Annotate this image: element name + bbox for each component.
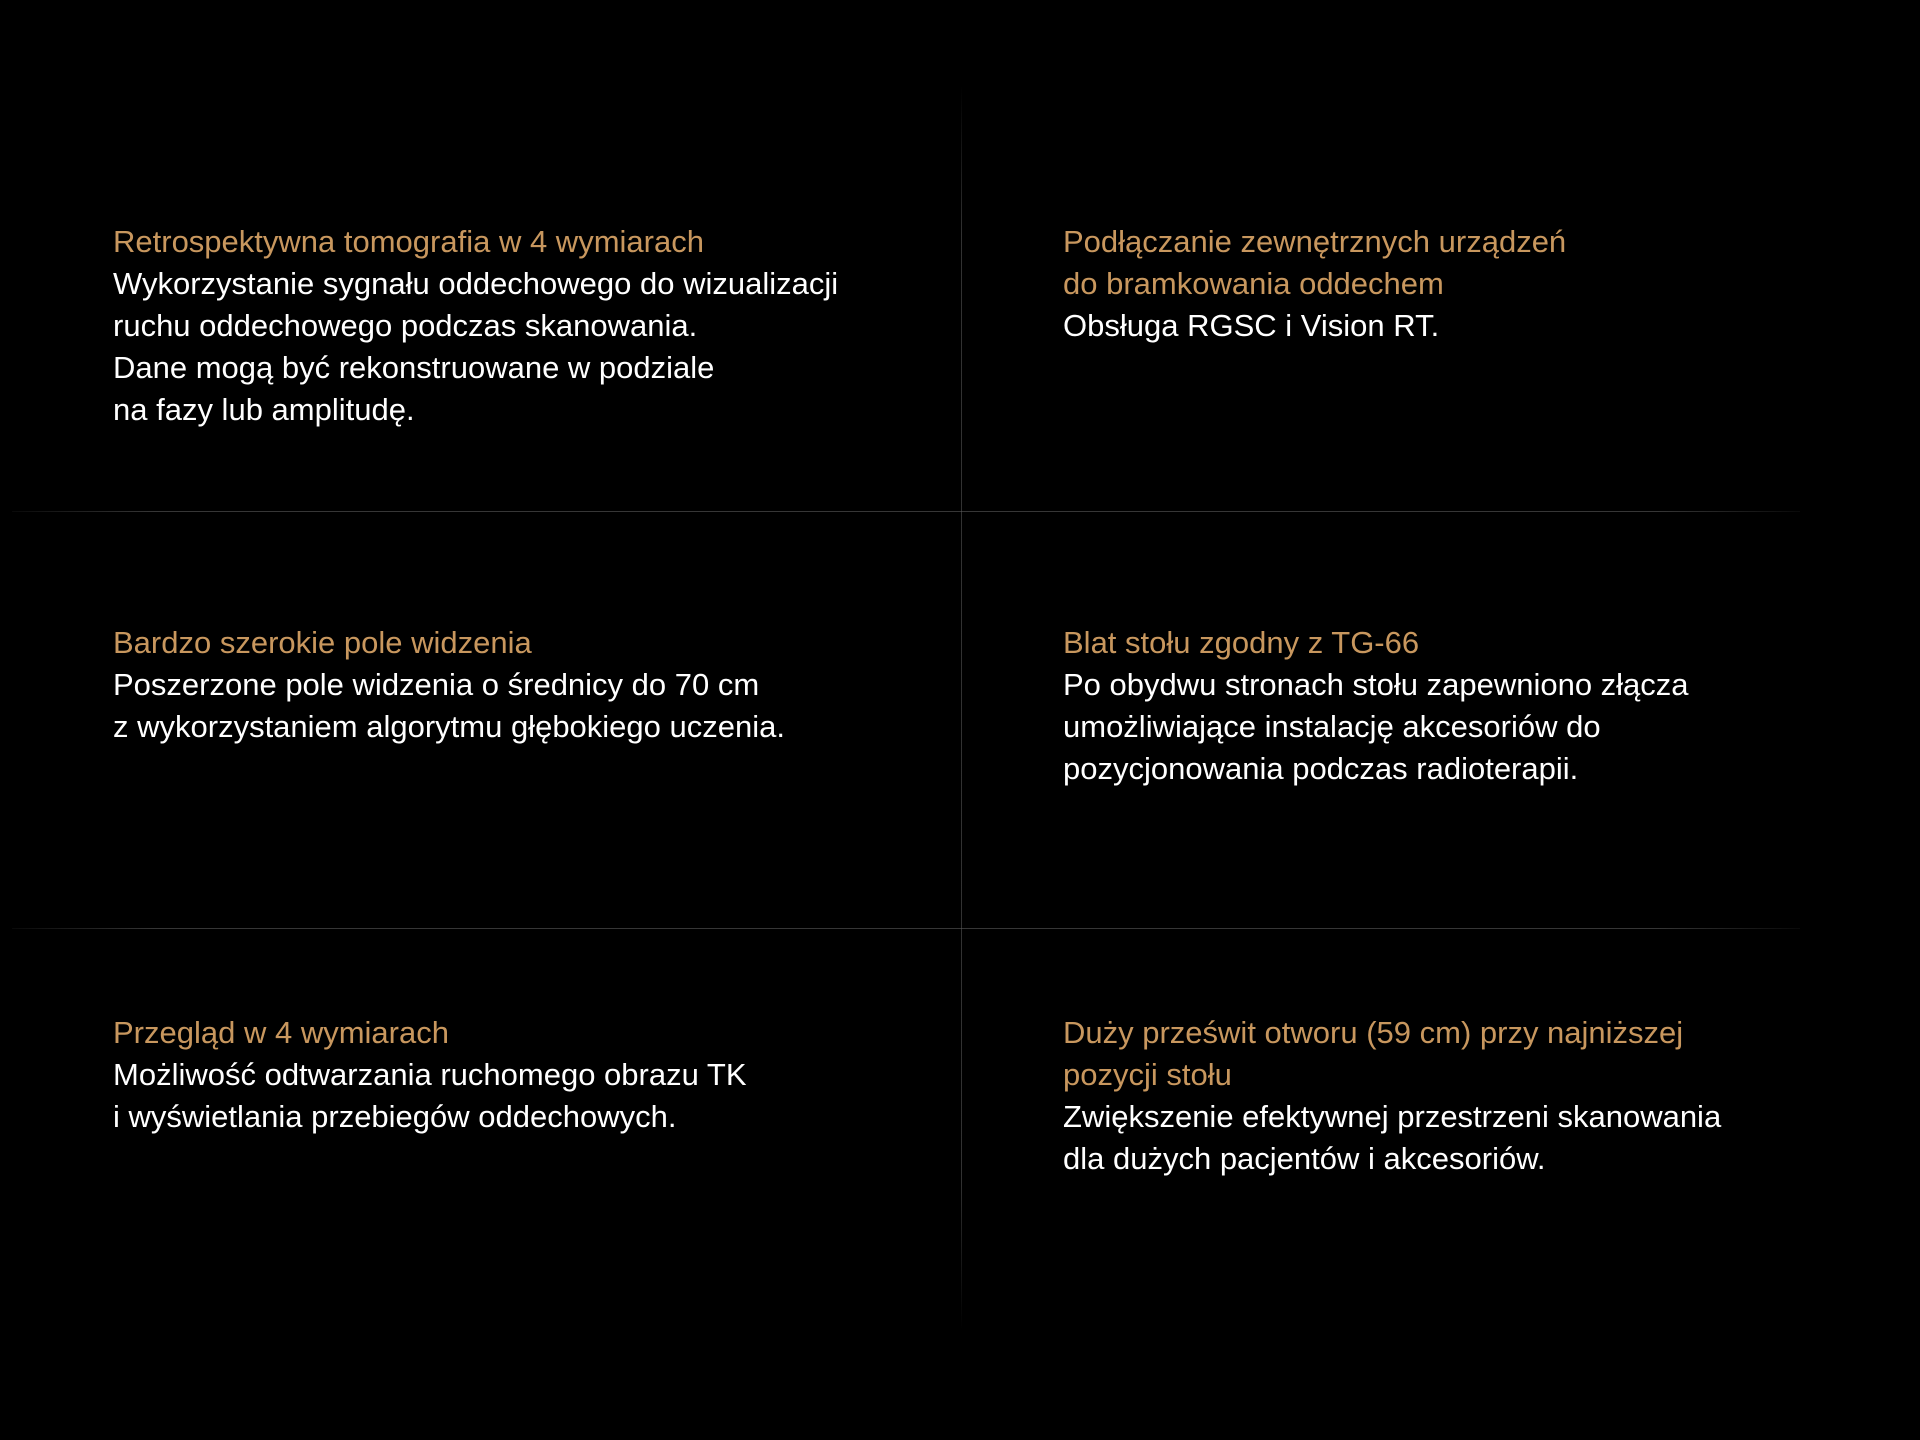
feature-description: Wykorzystanie sygnału oddechowego do wizualizacji ruchu oddechowego podczas skanowania. Dane mogą być rekonstruowane w podziale na fazy lub amplitudę. [113,266,839,427]
feature-retrospective-4d-ct [113,221,913,431]
feature-4d-review [113,1012,913,1138]
horizontal-divider-bottom [12,928,1800,929]
feature-description: Poszerzone pole widzenia o średnicy do 70 cm z wykorzystaniem algorytmu głębokiego uczenia. [113,667,785,744]
vertical-divider [961,85,962,1330]
feature-description: Po obydwu stronach stołu zapewniono złącza umożliwiające instalację akcesoriów do pozycjonowania podczas radioterapii. [1063,667,1689,786]
feature-description: Zwiększenie efektywnej przestrzeni skanowania dla dużych pacjentów i akcesoriów. [1063,1099,1722,1176]
feature-title: Przegląd w 4 wymiarach [113,1015,449,1050]
feature-extended-fov [113,622,913,748]
feature-external-gating-devices [1063,221,1863,347]
feature-large-bore-clearance [1063,1012,1863,1180]
feature-title: Duży prześwit otworu (59 cm) przy najniższej pozycji stołu [1063,1015,1684,1092]
feature-title: Podłączanie zewnętrznych urządzeń do bramkowania oddechem [1063,224,1567,301]
feature-description: Możliwość odtwarzania ruchomego obrazu TK i wyświetlania przebiegów oddechowych. [113,1057,747,1134]
feature-title: Retrospektywna tomografia w 4 wymiarach [113,224,704,259]
feature-description: Obsługa RGSC i Vision RT. [1063,308,1440,343]
horizontal-divider-top [12,511,1800,512]
feature-tg66-tabletop [1063,622,1863,790]
feature-title: Blat stołu zgodny z TG-66 [1063,625,1420,660]
feature-title: Bardzo szerokie pole widzenia [113,625,532,660]
